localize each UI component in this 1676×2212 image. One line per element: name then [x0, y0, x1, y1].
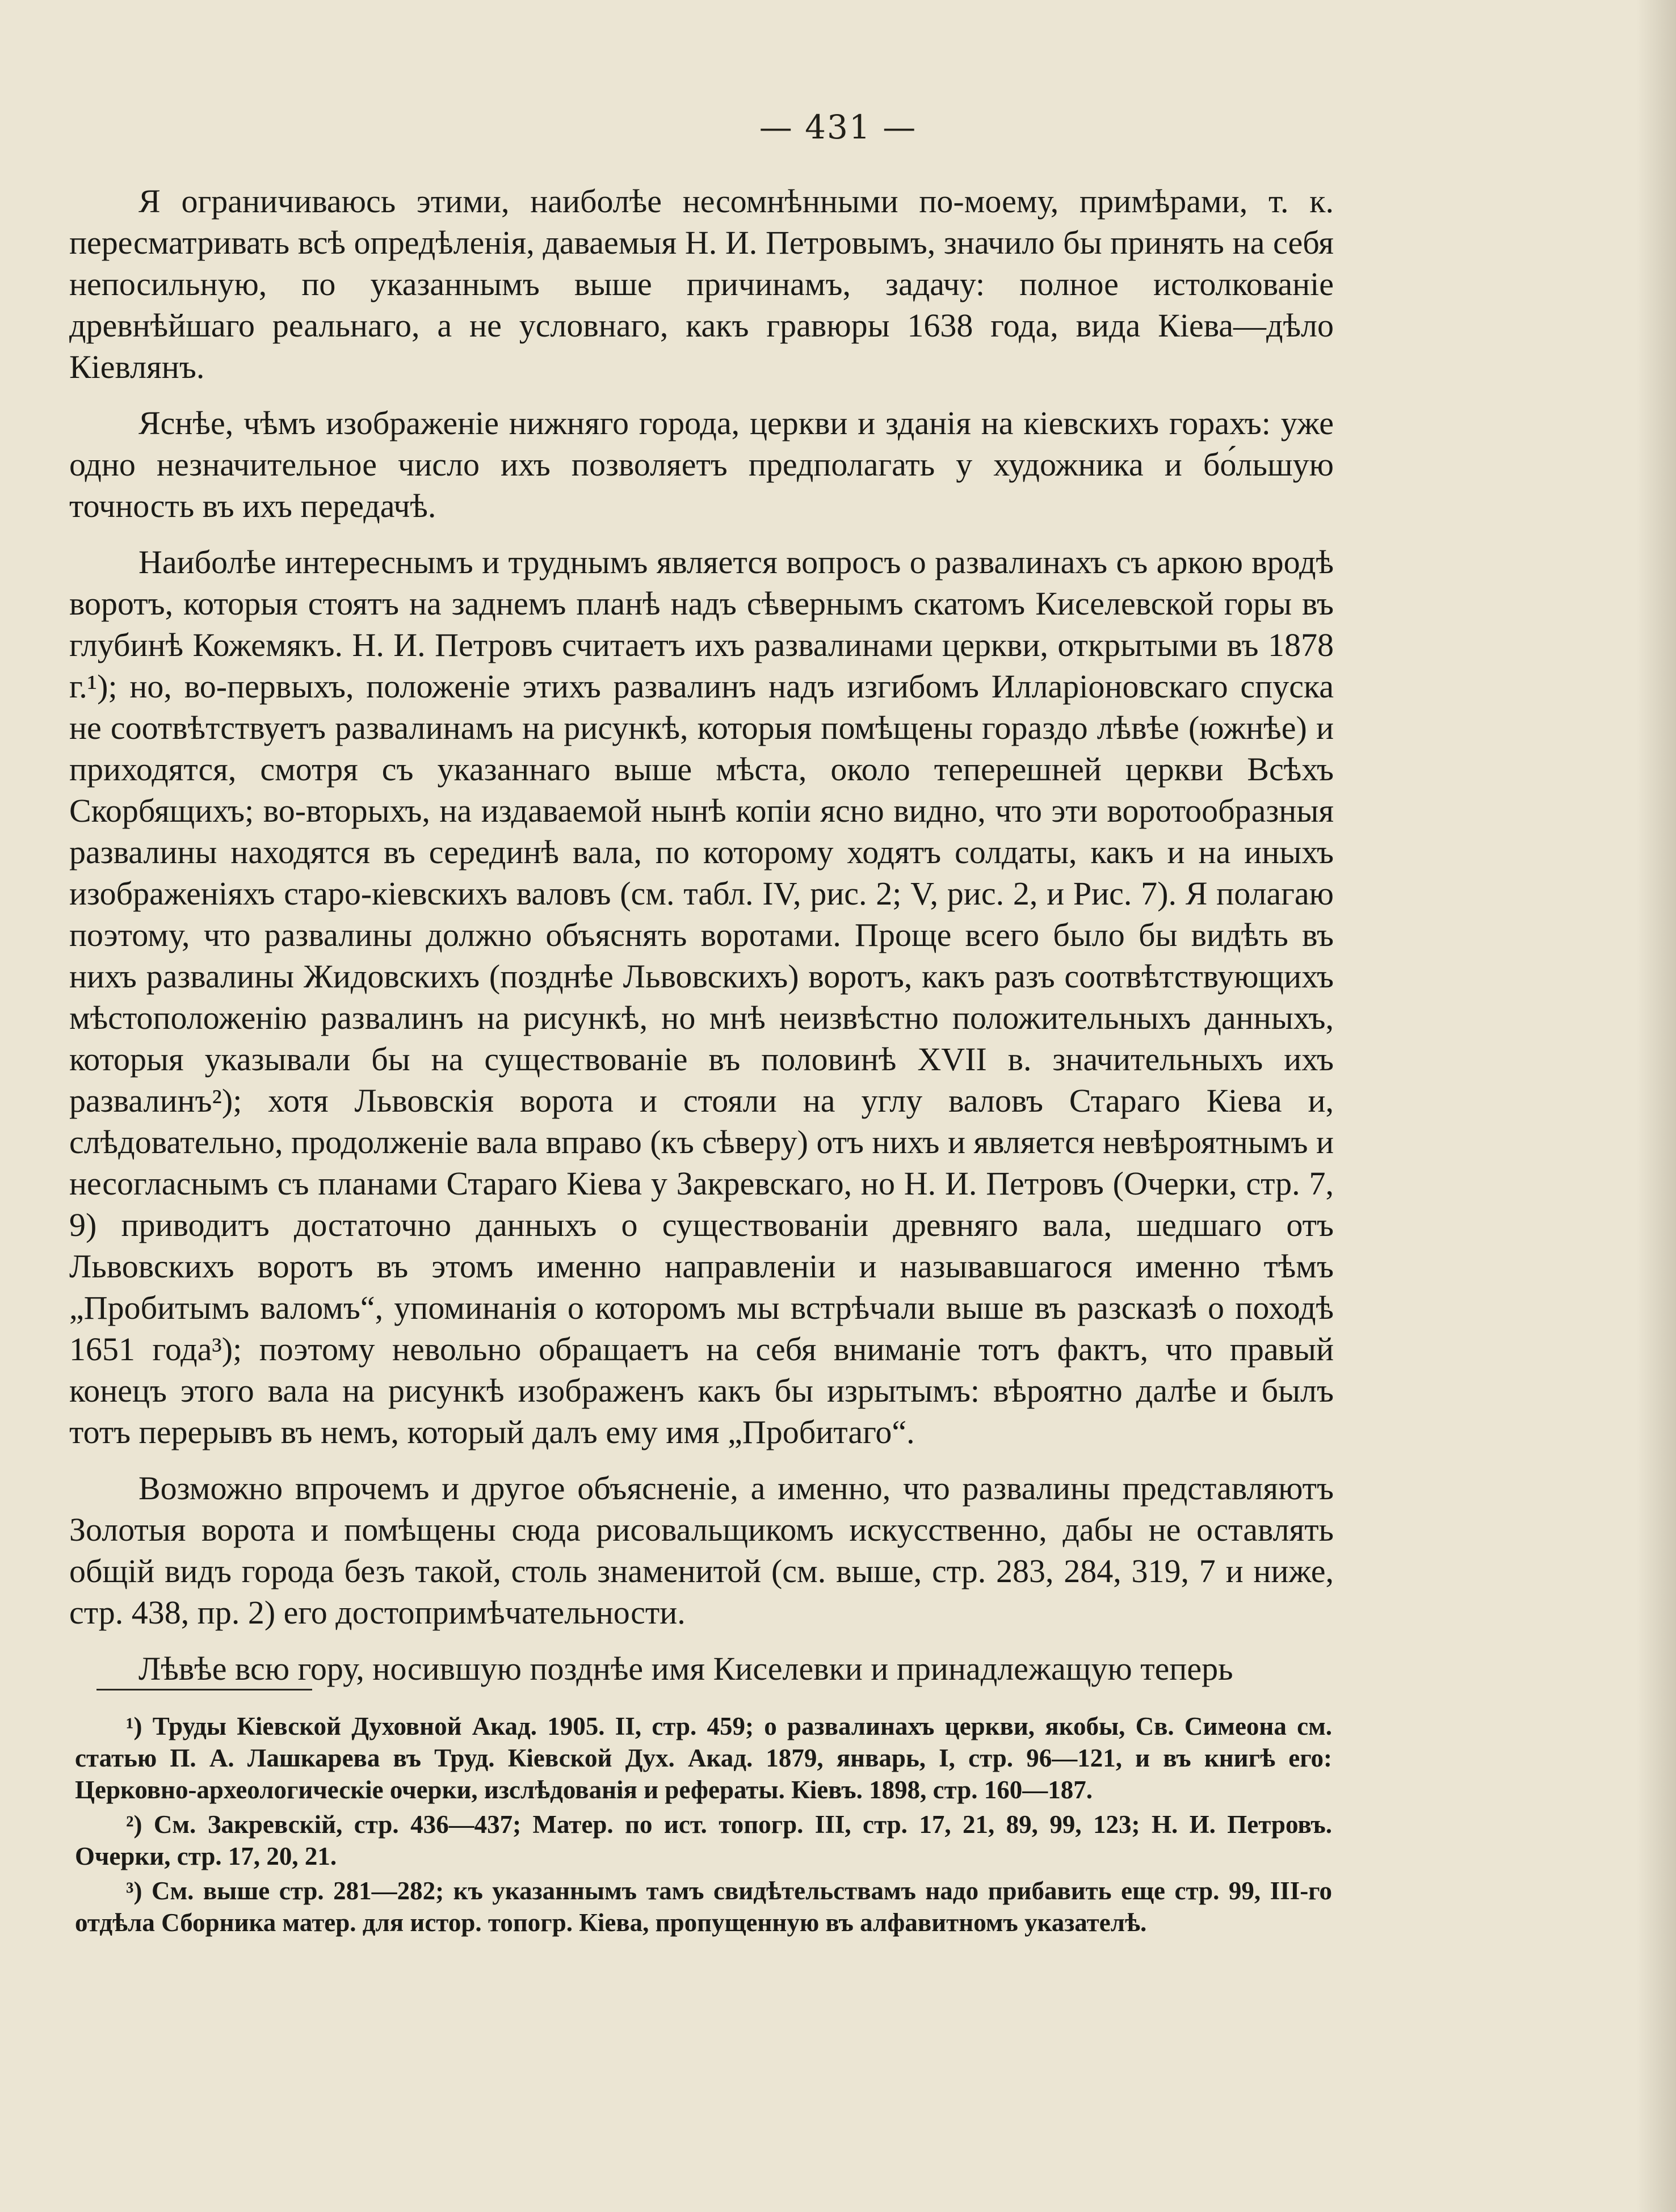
footnote-3: ³) См. выше стр. 281—282; къ указаннымъ тамъ свидѣтельствамъ надо прибавить еще стр. 99, III-го отдѣла Сборника матер. для истор. топогр. Кіева, пропущенную въ алфавитномъ указателѣ.: [75, 1877, 1332, 1937]
paragraph-1: Я ограничиваюсь этими, наиболѣе несомнѣнными по-моему, примѣрами, т. к. пересматривать всѣ опредѣленія, даваемыя Н. И. Петровымъ, значило бы принять на себя непосильную, по указаннымъ выше причинамъ, задачу: полное истолкованіе древнѣйшаго реальнаго, а не условнаго, какъ гравюры 1638 года, вида Кіева—дѣло Кіевлянъ.: [69, 183, 1334, 385]
paragraph-4: Возможно впрочемъ и другое объясненіе, а именно, что развалины представляютъ Золотыя ворота и помѣщены сюда рисовальщикомъ искусственно, дабы не оставлять общій видъ города безъ такой, столь знаменитой (см. выше, стр. 283, 284, 319, 7 и ниже, стр. 438, пр. 2) его достопримѣчательности.: [69, 1470, 1334, 1631]
footnote-2: ²) См. Закревскій, стр. 436—437; Матер. по ист. топогр. III, стр. 17, 21, 89, 99, 123; Н. И. Петровъ. Очерки, стр. 17, 20, 21.: [75, 1810, 1332, 1870]
footnotes: [75, 1710, 1332, 1941]
main-text: [69, 180, 1334, 1689]
footnote-1: ¹) Труды Кіевской Духовной Акад. 1905. II, стр. 459; о развалинахъ церкви, якобы, Св. Симеона см. статью П. А. Лашкарева въ Труд. Кіевской Дух. Акад. 1879, январь, I, стр. 96—121, и въ книгѣ его: Церковно-археологическіе очерки, изслѣдованія и рефераты. Кіевъ. 1898, стр. 160—187.: [75, 1712, 1332, 1804]
paragraph-2: Яснѣе, чѣмъ изображеніе нижняго города, церкви и зданія на кіевскихъ горахъ: уже одно незначительное число ихъ позволяетъ предполагать у художника и бо́льшую точность въ ихъ передачѣ.: [69, 405, 1334, 524]
footnote-divider: [96, 1689, 312, 1690]
page-edge-shadow: [1636, 0, 1676, 2212]
page-number: — 431 —: [759, 108, 917, 146]
paragraph-3: Наиболѣе интереснымъ и труднымъ является вопросъ о развалинахъ съ аркою вродѣ воротъ, которыя стоятъ на заднемъ планѣ надъ сѣвернымъ скатомъ Киселевской горы въ глубинѣ Кожемякъ. Н. И. Петровъ считаетъ ихъ развалинами церкви, открытыми въ 1878 г.¹); но, во-первыхъ, положеніе этихъ развалинъ надъ изгибомъ Илларіоновскаго спуска не соотвѣтствуетъ развалинамъ на рисункѣ, которыя помѣщены гораздо лѣвѣе (южнѣе) и приходятся, смотря съ указаннаго выше мѣста, около теперешней церкви Всѣхъ Скорбящихъ; во-вторыхъ, на издаваемой нынѣ копіи ясно видно, что эти воротообразныя развалины находятся въ серединѣ вала, по которому ходятъ солдаты, какъ и на иныхъ изображеніяхъ старо-кіевскихъ валовъ (см. табл. IV, рис. 2; V, рис. 2, и Рис. 7). Я полагаю поэтому, что развалины должно объяснять воротами. Проще всего было бы видѣть въ нихъ развалины Жидовскихъ (позднѣе Львовскихъ) воротъ, какъ разъ соотвѣтствующихъ мѣстоположенію развалинъ на рисункѣ, но мнѣ неизвѣстно положительныхъ данныхъ, которыя указывали бы на существованіе въ половинѣ XVII в. значительныхъ ихъ развалинъ²); хотя Львовскія ворота и стояли на углу валовъ Стараго Кіева и, слѣдовательно, продолженіе вала вправо (къ сѣверу) отъ нихъ и является невѣроятнымъ и несогласнымъ съ планами Стараго Кіева у Закревскаго, но Н. И. Петровъ (Очерки, стр. 7, 9) приводитъ достаточно данныхъ о существованіи древняго вала, шедшаго отъ Львовскихъ воротъ въ этомъ именно направленіи и называвшагося именно тѣмъ „Пробитымъ валомъ“, упоминанія о которомъ мы встрѣчали выше въ разсказѣ о походѣ 1651 года³); поэтому невольно обращаетъ на себя вниманіе тотъ фактъ, что правый конецъ этого вала на рисункѣ изображенъ какъ бы изрытымъ: вѣроятно далѣе и былъ тотъ перерывъ въ немъ, который далъ ему имя „Пробитаго“.: [69, 544, 1334, 1450]
paragraph-5: Лѣвѣе всю гору, носившую позднѣе имя Киселевки и принадлежащую теперь: [138, 1650, 1233, 1687]
